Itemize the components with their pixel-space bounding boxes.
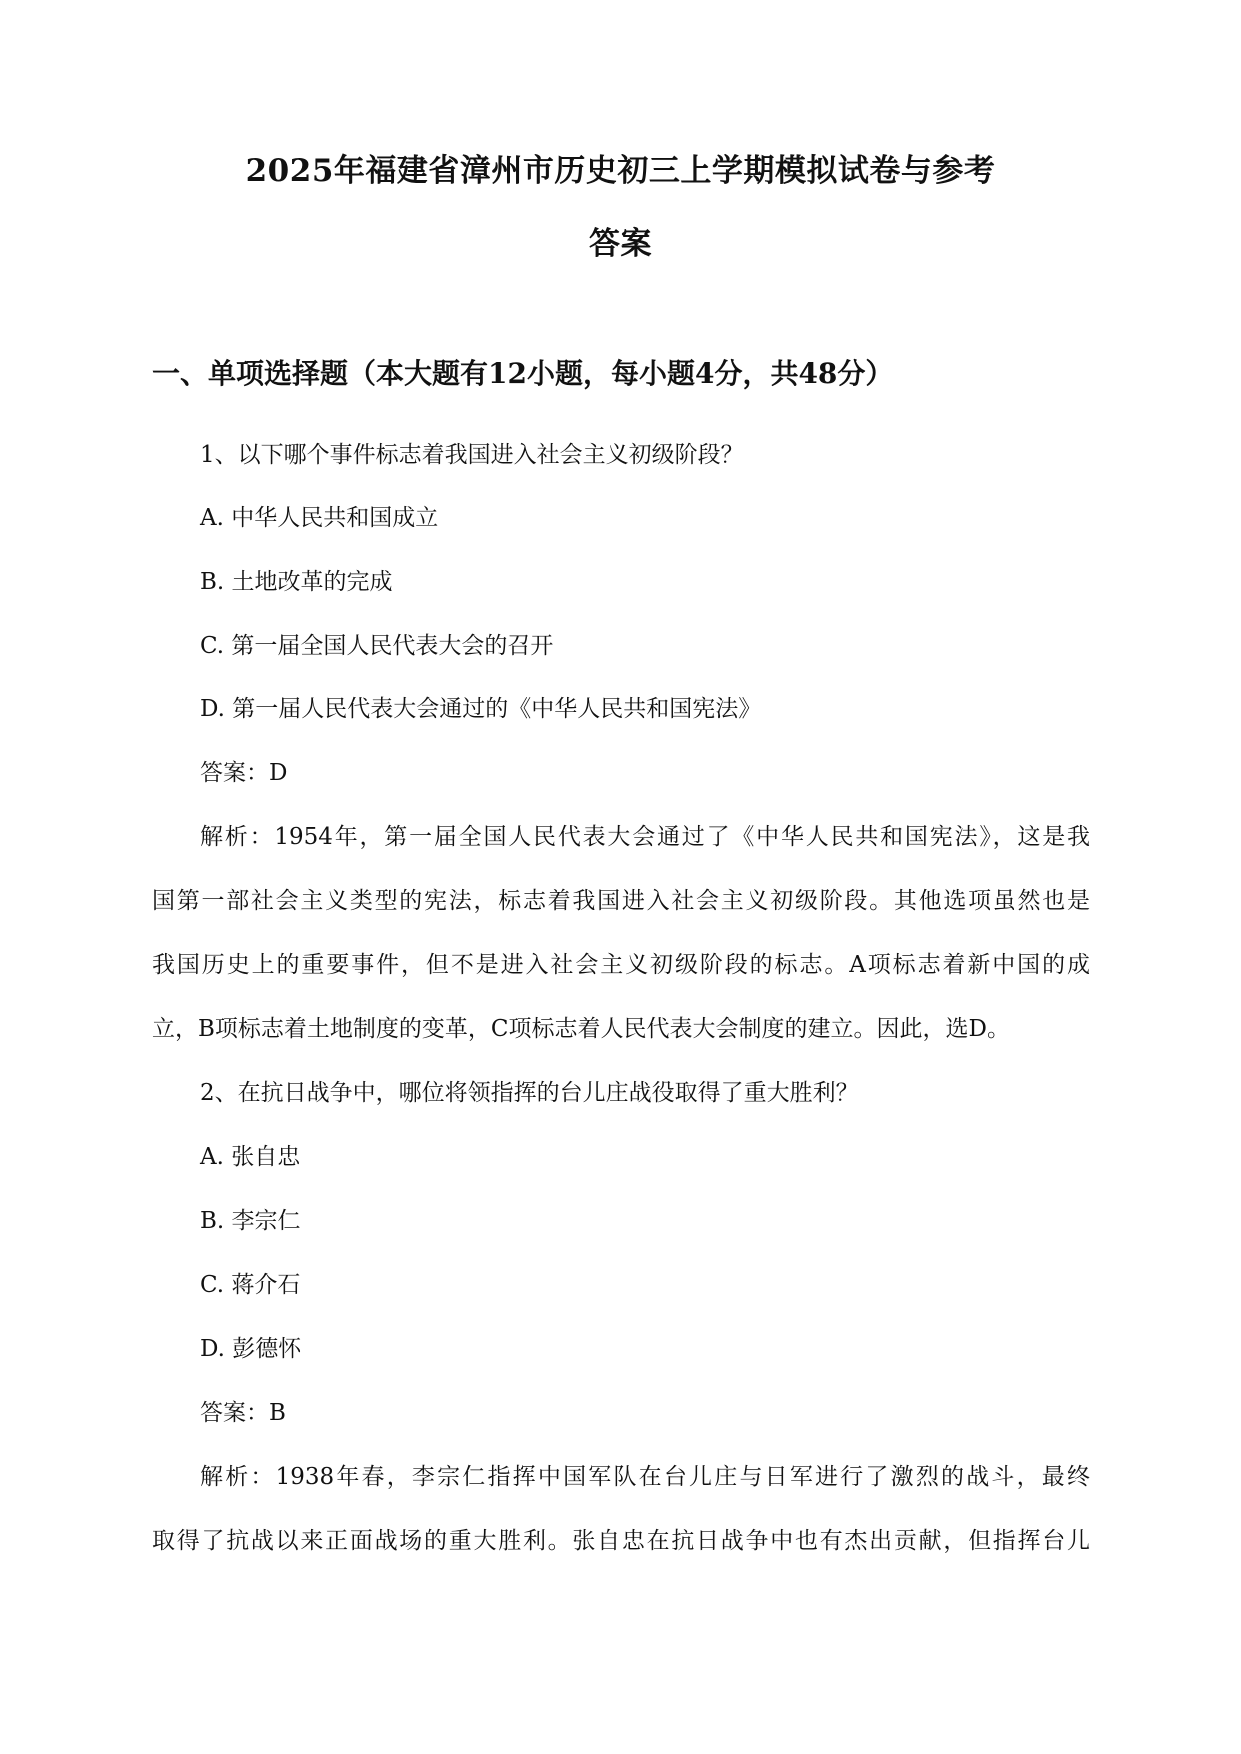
question-1-analysis-line-1: 解析：1954年，第一届全国人民代表大会通过了《中华人民共和国宪法》，这是我 — [200, 824, 1090, 850]
question-2-stem: 2、在抗日战争中，哪位将领指挥的台儿庄战役取得了重大胜利？ — [200, 1080, 859, 1106]
question-2-option-c: C. 蒋介石 — [200, 1272, 301, 1298]
question-2-option-d: D. 彭德怀 — [200, 1336, 302, 1362]
question-2-option-a: A. 张自忠 — [200, 1144, 301, 1170]
question-1-analysis-line-2: 国第一部社会主义类型的宪法，标志着我国进入社会主义初级阶段。其他选项虽然也是 — [152, 888, 1090, 914]
document-title-line-1: 2025年福建省漳州市历史初三上学期模拟试卷与参考 — [245, 153, 996, 189]
question-1-option-b: B. 土地改革的完成 — [200, 569, 393, 595]
question-1-option-d: D. 第一届人民代表大会通过的《中华人民共和国宪法》 — [200, 696, 762, 722]
question-1-answer: 答案：D — [200, 760, 288, 786]
question-1-option-c: C. 第一届全国人民代表大会的召开 — [200, 633, 554, 659]
question-2-option-b: B. 李宗仁 — [200, 1208, 301, 1234]
question-1-option-a: A. 中华人民共和国成立 — [200, 505, 439, 531]
document-title-line-2: 答案 — [589, 226, 652, 262]
question-1-stem: 1、以下哪个事件标志着我国进入社会主义初级阶段？ — [200, 442, 744, 468]
question-2-answer: 答案：B — [200, 1400, 286, 1426]
question-1-analysis-line-4: 立，B项标志着土地制度的变革，C项标志着人民代表大会制度的建立。因此，选D。 — [152, 1016, 1010, 1042]
section-heading: 一、单项选择题（本大题有12小题，每小题4分，共48分） — [152, 357, 894, 390]
question-2-analysis-line-1: 解析：1938年春，李宗仁指挥中国军队在台儿庄与日军进行了激烈的战斗，最终 — [200, 1464, 1090, 1490]
question-1-analysis-line-3: 我国历史上的重要事件，但不是进入社会主义初级阶段的标志。A项标志着新中国的成 — [152, 952, 1090, 978]
question-2-analysis-line-2: 取得了抗战以来正面战场的重大胜利。张自忠在抗日战争中也有杰出贡献，但指挥台儿 — [152, 1528, 1090, 1554]
